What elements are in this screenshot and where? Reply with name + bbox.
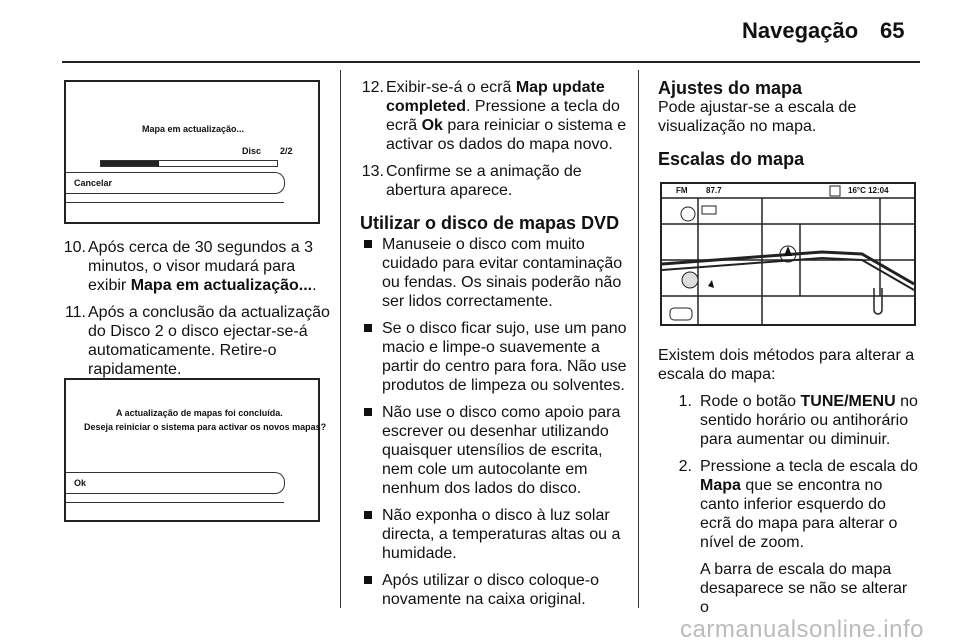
ok-button[interactable]: Ok [66,472,285,494]
map-drawing [662,184,914,324]
step-13: 13. Confirme se a animação de abertura aparece. [361,163,582,199]
map-update-screen [64,80,320,224]
map-scales-heading: Escalas do mapa [658,149,805,169]
map-screen [660,182,916,326]
info-icon [830,186,840,196]
bullet: Após utilizar o disco coloque-o novamente na caixa original. [360,571,632,609]
column-3-top [658,78,920,169]
poi-icon [681,207,695,221]
page-number: 65 [880,18,905,43]
vehicle-arrow-icon [784,246,792,256]
methods-intro: Existem dois métodos para alterar a escala do mapa: [658,347,915,383]
disc-label: Disc [242,146,262,156]
temp-time: 16°C 12:04 [848,186,889,195]
watermark: carmanualsonline.info [680,616,924,643]
update-message: Mapa em actualização... [142,124,245,134]
disc-count: 2/2 [280,146,293,156]
step-12: 12. Exibir-se-á o ecrã Map update completed. Pressione a tecla do ecrã Ok para reiniciar o sistema e activar os dados do mapa novo. [361,79,627,153]
column-divider-1 [340,70,341,608]
method-1: 1. Rode o botão TUNE/MENU no sentido horário ou antihorário para aumentar ou diminuir. [678,393,918,448]
column-1 [62,238,332,387]
scale-bar-note: A barra de escala do mapa desaparece se não se alterar o [700,561,908,616]
poi-icon [702,206,716,214]
dvd-heading: Utilizar o disco de mapas DVD [360,213,620,233]
column-2 [360,78,632,617]
section-title: Navegação [742,18,859,43]
bullet: Não use o disco como apoio para escrever ou desenhar utilizando quaisquer utensílios de escrita, nem cole um autocolante em nenhum dos lados do disco. [360,403,632,498]
radio-band: FM [676,186,688,195]
bullet: Se o disco ficar sujo, use um pano macio e limpe-o suavemente a partir do centro para fora. Não use produtos de limpeza ou solventes. [360,319,632,395]
map-settings-heading: Ajustes do mapa [658,78,803,98]
header-rule [62,61,920,63]
column-divider-2 [638,70,639,608]
step-10: 10. Após cerca de 30 segundos a 3 minutos, o visor mudará para exibir Mapa em actualização.... [63,239,317,294]
poi-icon [682,272,698,288]
radio-frequency: 87.7 [706,186,722,195]
method-2: 2. Pressione a tecla de escala do Mapa que se encontra no canto inferior esquerdo do ecrã do mapa para alterar o nível de zoom. [678,458,918,551]
completed-message: A actualização de mapas foi concluída. [116,408,283,418]
progress-fill [101,161,159,166]
update-completed-screen [64,378,327,522]
map-scale-button[interactable] [670,308,692,320]
bullet: Manuseie o disco com muito cuidado para evitar contaminação ou fendas. Os sinais poderão não ser lidos correctamente. [360,235,632,311]
column-3-bottom [658,346,920,617]
map-settings-text: Pode ajustar-se a escala de visualização no mapa. [658,99,857,135]
restart-question: Deseja reiniciar o sistema para activar os novos mapas? [84,422,327,432]
step-11: 11. Após a conclusão da actualização do Disco 2 o disco ejectar-se-á automaticamente. Retire-o rapidamente. [64,304,330,378]
progress-bar [100,160,278,167]
cancel-button[interactable]: Cancelar [66,172,285,194]
bullet: Não exponha o disco à luz solar directa, a temperaturas altas ou a humidade. [360,506,632,563]
